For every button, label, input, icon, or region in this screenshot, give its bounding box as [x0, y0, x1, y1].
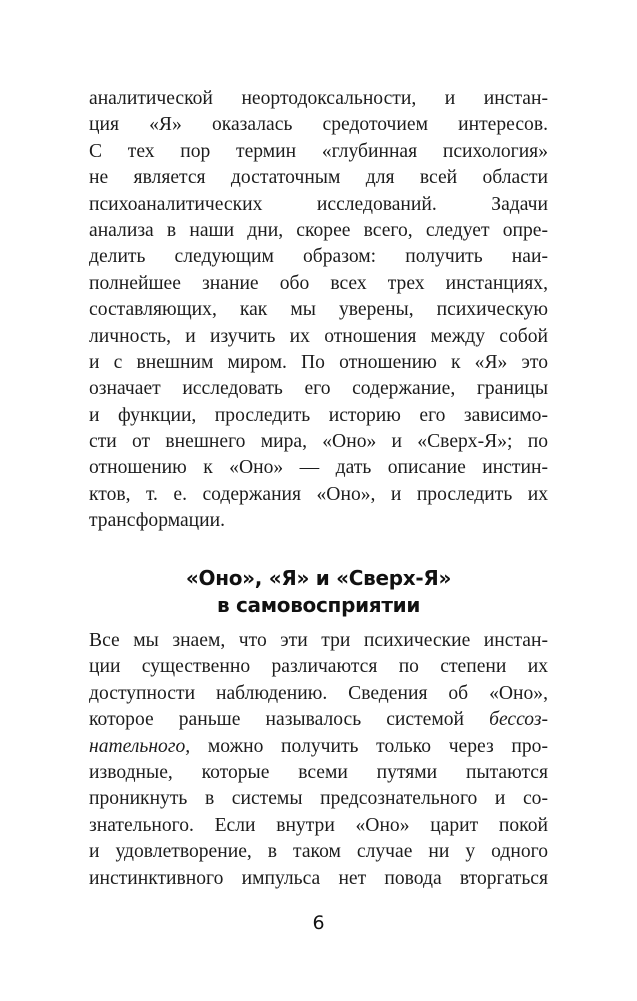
text-line — [89, 734, 548, 760]
text-line: трансформации. — [89, 510, 226, 532]
text-line: психоаналитических исследований. Задачи — [89, 193, 548, 215]
italic-term: нательного, — [89, 735, 191, 757]
text-line: ции существенно различаются по степени их — [89, 656, 548, 678]
text-line: изводные, которые всеми путями пытаются — [89, 761, 548, 783]
section-heading-line: в самовосприятии — [216, 593, 421, 617]
text-line: С тех пор термин «глубинная психология» — [89, 140, 548, 162]
text-line: инстинктивного импульса нет повода вторгаться — [89, 867, 548, 889]
text-line: полнейшее знание обо всех трех инстанциях, — [89, 272, 548, 294]
text-line: ция «Я» оказалась средоточием интересов. — [89, 114, 548, 136]
page-number: 6 — [312, 912, 325, 934]
text-line: ктов, т. е. содержания «Оно», и проследить их — [89, 483, 548, 505]
text-segment: которое раньше называлось системой — [89, 709, 490, 731]
text-line: не является достаточным для всей области — [89, 167, 548, 189]
text-line: анализа в наши дни, скорее всего, следует опре- — [89, 219, 548, 241]
text-line: сти от внешнего мира, «Оно» и «Сверх-Я»; по — [89, 431, 548, 453]
text-line: и удовлетворение, в таком случае ни у одного — [89, 841, 548, 863]
text-line: знательного. Если внутри «Оно» царит покой — [89, 814, 548, 836]
text-line — [89, 707, 548, 733]
text-line: личность, и изучить их отношения между собой — [89, 325, 548, 347]
text-segment: можно получить только через про- — [190, 735, 548, 757]
text-line: аналитической неортодоксальности, и инстан- — [89, 88, 548, 109]
text-line: составляющих, как мы уверены, психическую — [89, 299, 548, 321]
text-line: проникнуть в системы предсознательного и со- — [89, 788, 548, 810]
text-line: делить следующим образом: получить наи- — [89, 246, 548, 268]
text-line: и функции, проследить историю его зависимо- — [89, 404, 548, 426]
italic-term: бессоз- — [489, 709, 548, 731]
section-heading — [60, 565, 577, 619]
text-line: отношению к «Оно» — дать описание инстин- — [89, 457, 548, 479]
paragraph-2 — [89, 628, 548, 892]
section-heading-line: «Оно», «Я» и «Сверх-Я» — [185, 566, 452, 590]
text-line: доступности наблюдению. Сведения об «Оно», — [89, 682, 548, 704]
paragraph-1 — [89, 86, 548, 535]
text-line: и с внешним миром. По отношению к «Я» это — [89, 351, 548, 373]
text-line: Все мы знаем, что эти три психические инстан- — [89, 630, 548, 651]
text-line: означает исследовать его содержание, границы — [89, 378, 548, 400]
